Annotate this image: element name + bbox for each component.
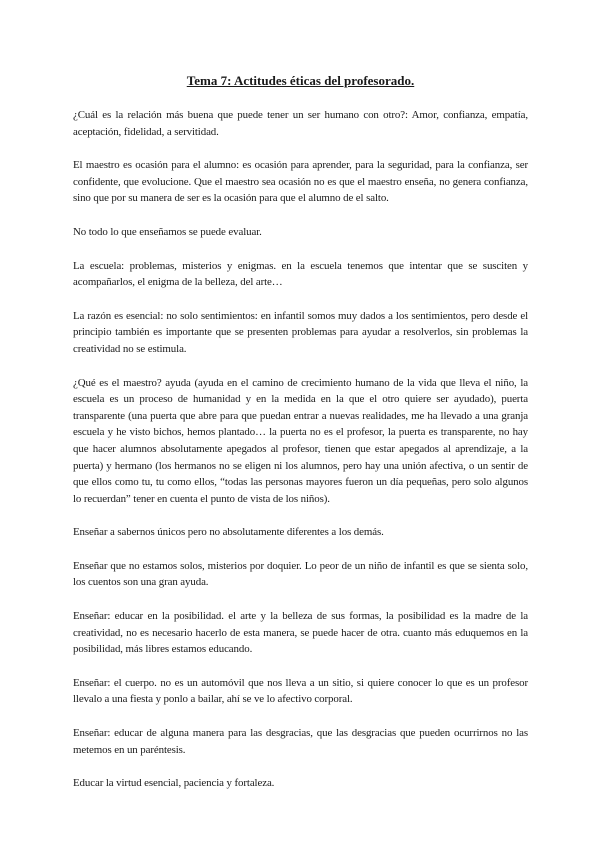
paragraph-cuerpo: Enseñar: el cuerpo. no es un automóvil que nos lleva a un sitio, si quiere conocer lo que es un profesor llevalo a una fiesta y ponlo a bailar, ahí se ve lo afectivo corporal.	[73, 676, 528, 706]
paragraph-relacion: ¿Cuál es la relación más buena que puede tener un ser humano con otro?: Amor, confianza, empatía, aceptación, fidelidad, a servitidad.	[73, 109, 528, 138]
document-page	[73, 72, 528, 809]
paragraph-maestro-ocasion: El maestro es ocasión para el alumno: es ocasión para aprender, para la seguridad, para la confianza, ser confidente, que evolucione. Que el maestro sea ocasión no es que el maestro enseña, no genera confianza, sino que por su manera de ser es la ocasión para que el alumno de el salto.	[73, 159, 528, 205]
paragraph-no-solos: Enseñar que no estamos solos, misterios por doquier. Lo peor de un niño de infantil es que se sienta solo, los cuentos son una gran ayuda.	[73, 559, 528, 589]
paragraph-razon: La razón es esencial: no solo sentimientos: en infantil somos muy dados a los sentimientos, pero desde el principio también es importante que se presenten problemas para ayudar a resolverlos, sin problemas la creatividad no se estimula.	[73, 309, 528, 355]
paragraph-escuela: La escuela: problemas, misterios y enigmas. en la escuela tenemos que intentar que se susciten y acompañarlos, el enigma de la belleza, del arte…	[73, 259, 528, 289]
paragraph-virtud: Educar la virtud esencial, paciencia y fortaleza.	[73, 777, 275, 790]
paragraph-evaluar: No todo lo que enseñamos se puede evaluar.	[73, 225, 262, 238]
paragraph-desgracias: Enseñar: educar de alguna manera para las desgracias, que las desgracias que pueden ocurrirnos no las metemos en un paréntesis.	[73, 727, 528, 756]
page-title: Tema 7: Actitudes éticas del profesorado.	[186, 73, 415, 88]
paragraph-que-es-maestro: ¿Qué es el maestro? ayuda (ayuda en el camino de crecimiento humano de la vida que lleva el niño, la escuela es un proceso de humanidad y en la medida en la que el otro quiere ser ayudado), puerta transparente (una puerta que abre para que puedan entrar a nuevas realidades, me ha llevado a una granja escuela y he visto bichos, hemos plantado… la puerta no es el profesor, la puerta es transparente, no hay que hacer alumnos absolutamente apegados al profesor, tienen que estar apegados al aprendizaje, a la puerta) y hermano (los hermanos no se eligen ni los alumnos, pero hay una unión afectiva, o un sentir de que ellos como tu, tu como ellos, “todas las personas mayores fueron un día pequeñas, pero solo algunos lo recuerdan” tener en cuenta el punto de vista de los niños).	[73, 376, 528, 505]
paragraph-posibilidad: Enseñar: educar en la posibilidad. el arte y la belleza de sus formas, la posibilidad es la madre de la creatividad, no es necesario hacerlo de esta manera, se puede hacer de otra. cuanto más eduquemos en la posibilidad, más libres estamos educando.	[73, 610, 528, 656]
paragraph-unicos: Enseñar a sabernos únicos pero no absolutamente diferentes a los demás.	[73, 526, 384, 539]
